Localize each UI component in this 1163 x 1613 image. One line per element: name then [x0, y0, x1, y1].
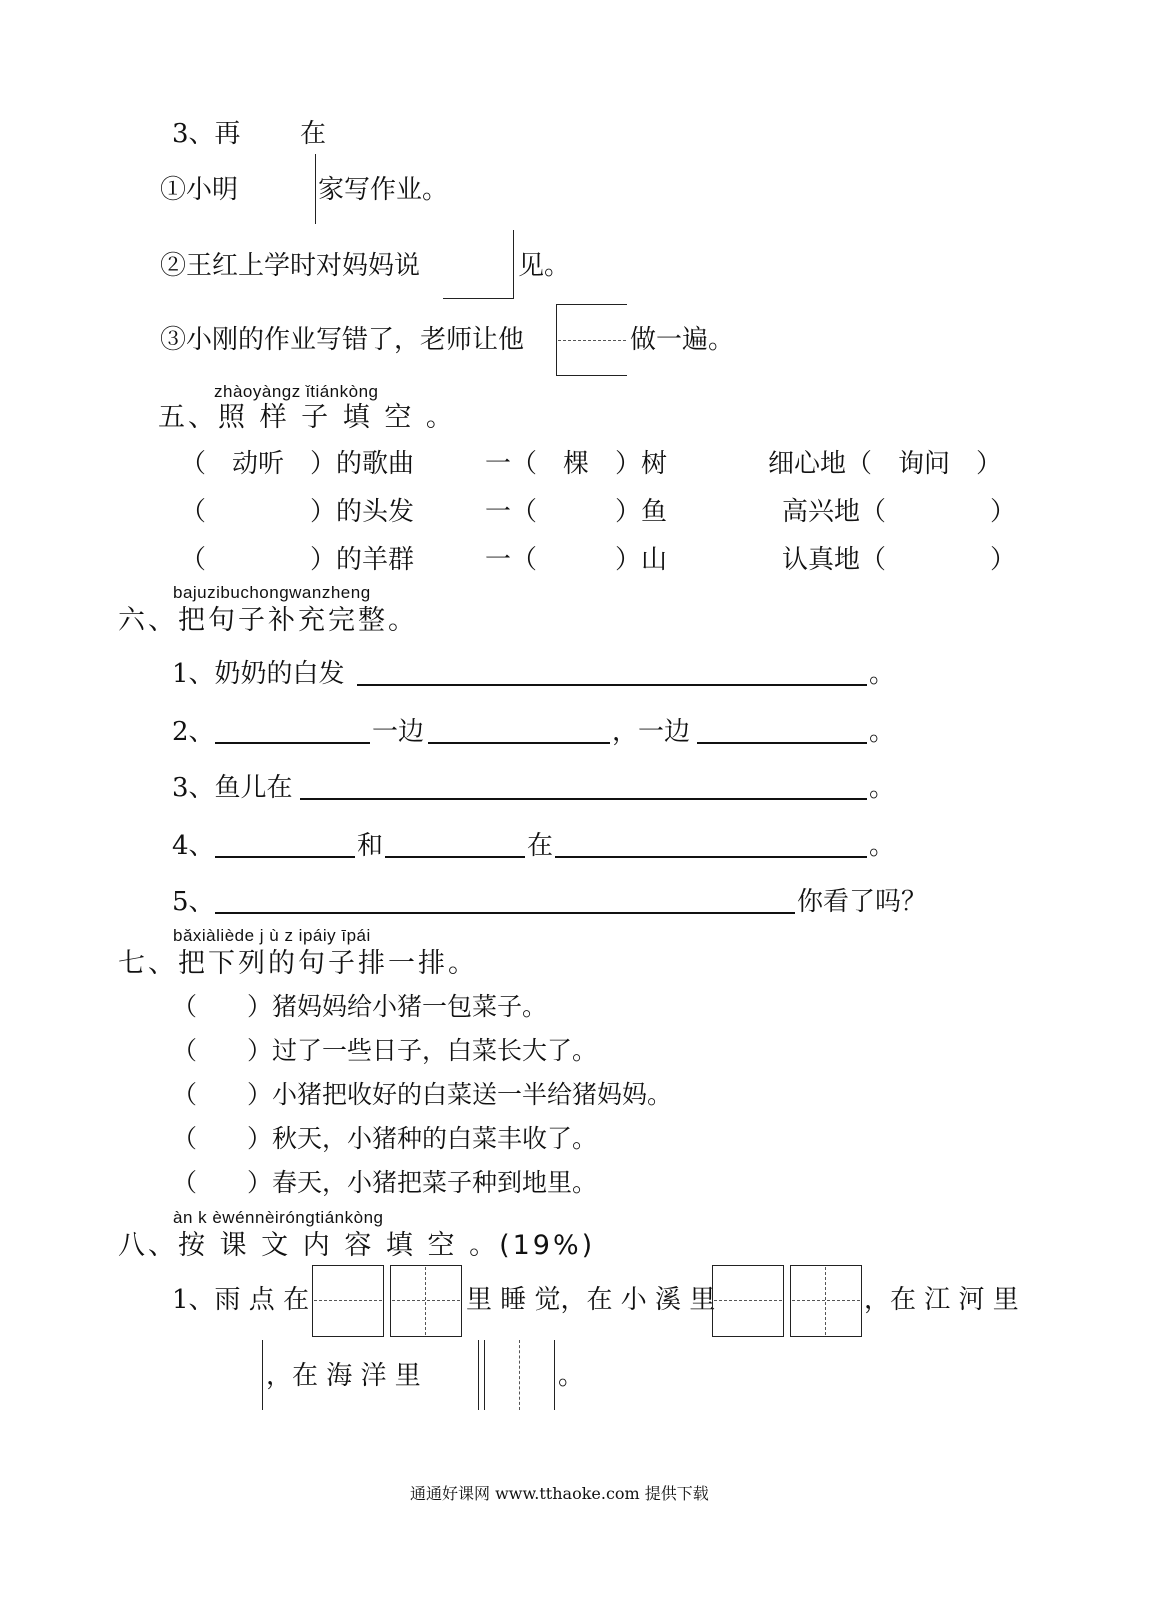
complete-4-prefix: 4、 [172, 831, 215, 861]
section-6-pinyin: bajuzibuchongwanzheng [173, 583, 371, 602]
complete-5-end: 你看了吗？ [797, 887, 928, 917]
sentence-2-prefix: ②王红上学时对妈妈说 [160, 251, 421, 281]
complete-2-mid-1: 一边 [372, 717, 425, 747]
char-box-1[interactable] [312, 1265, 384, 1337]
fill-row-1-col-c: 细心地（ 询问 ） [768, 449, 1003, 479]
complete-1-end: 。 [869, 659, 896, 689]
complete-2-end: 。 [869, 717, 896, 747]
fill-row-2-col-a[interactable]: （ ）的头发 [180, 497, 415, 527]
complete-5-blank[interactable] [215, 912, 795, 914]
sentence-1-blank[interactable] [315, 154, 316, 224]
sentence-3-guide-line [558, 340, 626, 341]
recall-1-line2: ，在 海 洋 里 [266, 1361, 421, 1391]
recall-1-line2-end: 。 [558, 1361, 585, 1391]
complete-1-blank[interactable] [357, 684, 867, 686]
complete-3-blank[interactable] [300, 798, 867, 800]
sentence-2-suffix: 见。 [518, 251, 571, 281]
order-item-2[interactable]: （ ）过了一些日子，白菜长大了。 [172, 1036, 598, 1065]
complete-2-blank-2[interactable] [428, 742, 610, 744]
recall-1-mid: 里 睡 觉，在 小 溪 里 [466, 1285, 716, 1315]
complete-2-mid-2: ，一边 [612, 717, 691, 747]
fill-row-1-col-b: 一（ 棵 ）树 [485, 449, 668, 479]
footer-credit: 通通好课网 www.tthaoke.com 提供下载 [410, 1484, 709, 1503]
char-box-4-guide-v [825, 1267, 826, 1335]
complete-2-blank-3[interactable] [697, 742, 867, 744]
section-5-pinyin: zhàoyàngz ǐtiánkòng [214, 382, 379, 401]
fill-row-2-col-b[interactable]: 一（ ）鱼 [485, 497, 668, 527]
char-box-3[interactable] [712, 1265, 784, 1337]
complete-4-blank-2[interactable] [385, 856, 525, 858]
order-item-1[interactable]: （ ）猪妈妈给小猪一包菜子。 [172, 992, 548, 1021]
complete-4-mid-1: 和 [357, 831, 384, 861]
order-item-3[interactable]: （ ）小猪把收好的白菜送一半给猪妈妈。 [172, 1080, 673, 1109]
complete-2-blank-1[interactable] [215, 742, 370, 744]
sentence-3-suffix: 做一遍。 [630, 325, 735, 355]
char-box-6-guide-v [519, 1340, 520, 1410]
char-box-6-right [484, 1340, 485, 1410]
char-box-6-left[interactable] [478, 1340, 479, 1410]
sentence-3-prefix: ③小刚的作业写错了，老师让他 [160, 325, 525, 355]
complete-3-prefix: 3、鱼儿在 [172, 773, 293, 803]
recall-1-end: ，在 江 河 里 [864, 1285, 1019, 1315]
complete-3-end: 。 [869, 773, 896, 803]
sentence-1-suffix: 家写作业。 [318, 175, 449, 205]
complete-2-prefix: 2、 [172, 717, 215, 747]
char-box-4[interactable] [790, 1265, 862, 1337]
section-7-title: 七、把下列的句子排一排。 [118, 948, 478, 979]
complete-5-prefix: 5、 [172, 887, 215, 917]
sentence-1-prefix: ①小明 [160, 175, 239, 205]
char-box-6-edge [554, 1340, 555, 1410]
complete-4-blank-1[interactable] [215, 856, 355, 858]
q3-label: 3、再 [172, 119, 241, 149]
section-5-title: 五、照 样 子 填 空 。 [158, 402, 456, 433]
fill-row-1-col-a: （ 动听 ）的歌曲 [180, 449, 415, 479]
fill-row-3-col-c[interactable]: 认真地（ ） [782, 545, 1017, 575]
char-box-2-guide-h [392, 1300, 460, 1301]
order-item-5[interactable]: （ ）春天，小猪把菜子种到地里。 [172, 1168, 598, 1197]
char-box-3-guide [714, 1300, 782, 1301]
complete-4-end: 。 [869, 831, 896, 861]
sentence-2-blank[interactable] [513, 230, 514, 298]
section-8-title: 八、按 课 文 内 容 填 空 。(19%) [118, 1230, 596, 1261]
order-item-4[interactable]: （ ）秋天，小猪种的白菜丰收了。 [172, 1124, 598, 1153]
section-6-title: 六、把句子补充完整。 [118, 605, 418, 636]
complete-1-prefix: 1、奶奶的白发 [172, 659, 345, 689]
complete-4-blank-3[interactable] [555, 856, 867, 858]
char-box-2-guide-v [425, 1267, 426, 1335]
char-box-2[interactable] [390, 1265, 462, 1337]
fill-row-3-col-b[interactable]: 一（ ）山 [485, 545, 668, 575]
complete-4-mid-2: 在 [527, 831, 554, 861]
recall-1-prefix: 1、雨 点 在 [172, 1285, 310, 1315]
char-box-4-guide-h [792, 1300, 860, 1301]
char-box-5[interactable] [262, 1340, 263, 1410]
section-8-pinyin: àn k èwénnèiróngtiánkòng [173, 1208, 384, 1227]
char-box-1-guide [314, 1300, 382, 1301]
fill-row-2-col-c[interactable]: 高兴地（ ） [782, 497, 1017, 527]
sentence-2-blank-bottom [443, 298, 514, 299]
section-7-pinyin: bǎxiàliède j ù z ipáiy īpái [173, 926, 371, 945]
fill-row-3-col-a[interactable]: （ ）的羊群 [180, 545, 415, 575]
q3-word-zai: 在 [300, 119, 327, 149]
